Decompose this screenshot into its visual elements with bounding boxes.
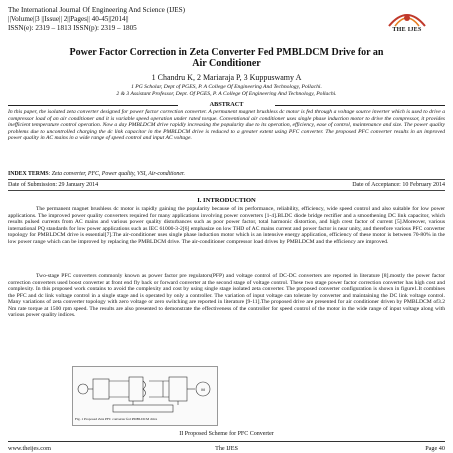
footer-url[interactable]: www.theijes.com bbox=[8, 445, 51, 452]
abstract-rule-left bbox=[8, 105, 178, 106]
page-footer bbox=[8, 445, 445, 452]
page-number: Page 40 bbox=[425, 445, 445, 452]
section-heading: I. INTRODUCTION bbox=[197, 197, 256, 204]
affiliation-1: 1 PG Scholar, Dept of PGES, P. A College Of Engineering And Technology, Pollachi. bbox=[131, 84, 322, 90]
index-terms: INDEX TERMS: Zeta converter, PFC, Power quality, VSI, Air-conditioner. bbox=[8, 171, 185, 177]
index-terms-label: INDEX TERMS bbox=[8, 171, 49, 177]
circuit-diagram bbox=[73, 367, 217, 415]
journal-name: The International Journal Of Engineering And Science (IJES) bbox=[8, 6, 186, 14]
issn-line: ISSN(e): 2319 – 1813 ISSN(p): 2319 – 1805 bbox=[8, 23, 137, 32]
abstract-heading-text: ABSTRACT bbox=[209, 101, 244, 108]
intro-paragraph-2: Two-stage PFC converters commonly known as power factor pre regulators(PFP) and voltage control of DC-DC converters are reported in literature [8].mostly the power factor correction converters used boost converter at front end fly back or forward converter at the second stage of voltage control. These two stage power factor correction converter has high cost and complexity. In this proposed work contains to avoid the complexity and cost by using single stage isolated zeta converter. The proposed converter configuration is shown in figure1.It combines the PFC and dc link voltage control in a single stage and is operated by only a controller. The variation of input voltage can tolerate by converter and maintaining the DC link voltage control. Many variations of zeta converter topology with zero voltage or zero switching are reported in literature [9-11].The proposed drive are presented for air conditioner driven by PMBLDCM of3.2 Nm rate torque at 1500 rpm speed. The results are also presented to demonstrate the effectiveness of the controller for speed control of the motor in the wide range of input voltage along with various power quality indices. bbox=[8, 273, 445, 319]
journal-logo bbox=[387, 4, 427, 40]
logo-icon bbox=[387, 4, 427, 28]
divider-top bbox=[8, 179, 445, 180]
circuit-figure bbox=[72, 366, 218, 426]
abstract-heading bbox=[8, 101, 445, 108]
index-terms-text: Zeta converter, PFC, Power quality, VSI, Air-conditioner. bbox=[51, 171, 185, 177]
abstract-rule-right bbox=[275, 105, 445, 106]
figure-inner-caption: Fig. 1 Proposed Zeta PFC converter fed PMBLDCM drive bbox=[75, 417, 158, 421]
abstract-text: In this paper, the isolated zeta converter designed for power factor correction converter. A permanent magnet brushless dc motor is fed through a voltage source inverter which is used to drive a compressor load of an air conditioner and it is variable speed operation under rated torque. Conventional air conditioner uses single phase induction motor to drive the compressor, it provides inefficient temperature control operation. Now a day PMBLDCM drive rapidly increasing the popularity due to its operation, efficiency, ease of control, maintenance and size. The power quality problems due to uncontrolled charging the dc link capacitor in the PMBLDCM drive is reduced to a greater extent using PFC converter. The proposed PFC converter results in an improved power quality in AC mains in a wide range of speed control and input AC voltage. bbox=[8, 109, 445, 142]
submission-date: Date of Submission: 29 January 2014 bbox=[8, 182, 99, 188]
paper-title bbox=[0, 47, 453, 69]
figure-caption: II Proposed Scheme for PFC Converter bbox=[179, 431, 274, 437]
svg-text:M: M bbox=[201, 387, 205, 392]
authors: 1 Chandru K, 2 Mariaraja P, 3 Kuppuswamy A bbox=[151, 73, 302, 82]
title-line-1: Power Factor Correction in Zeta Converter Fed PMBLDCM Drive for an bbox=[69, 47, 384, 58]
affiliation-2: 2 & 3 Assistant Professor, Dept. Of PGES, P. A College Of Engineering And Technology, Pollachi. bbox=[116, 91, 337, 97]
logo-label: THE IJES bbox=[392, 27, 422, 33]
dates-row bbox=[8, 182, 445, 188]
volume-line: ||Volume||3 ||Issue|| 2||Pages|| 40-45||2014|| bbox=[8, 14, 129, 23]
journal-header bbox=[8, 6, 185, 32]
acceptance-date: Date of Acceptance: 10 February 2014 bbox=[352, 182, 445, 188]
divider-bottom bbox=[8, 190, 445, 191]
intro-paragraph-1: The permanent magnet brushless dc motor is rapidly gaining the popularity because of its performance, reliability, efficiency, wide speed control and also suitable for low power applications. The improved power quality converters required for many applications involving power converters [1-4].BLDC diode bridge rectifier and a smoothening DC link capacitor, which results pulsed currents from AC mains and various power quality disturbances such as poor power factor, total harmonic distortion, and high crest factor of current [5].Moreover, various international PQ standards for low power applications such as IEC 61000-3-2[6] emphasize on low THD of AC mains current and power factor is near unity, and therefore various PFC converter topology for PMBLDCM drive is essential[7].The air-conditioner uses single phase induction motor which is an intensive energy application, efficiency of these motor is between 70-80% in the low power range which can be improved by replacing the PMBLDCM drive. The air-conditioner compressor load drives by PMBLDCM and the efficiency are improved. bbox=[8, 206, 445, 245]
footer-rule bbox=[8, 441, 445, 442]
title-line-2: Air Conditioner bbox=[192, 58, 261, 69]
footer-center: The IJES bbox=[215, 445, 238, 452]
